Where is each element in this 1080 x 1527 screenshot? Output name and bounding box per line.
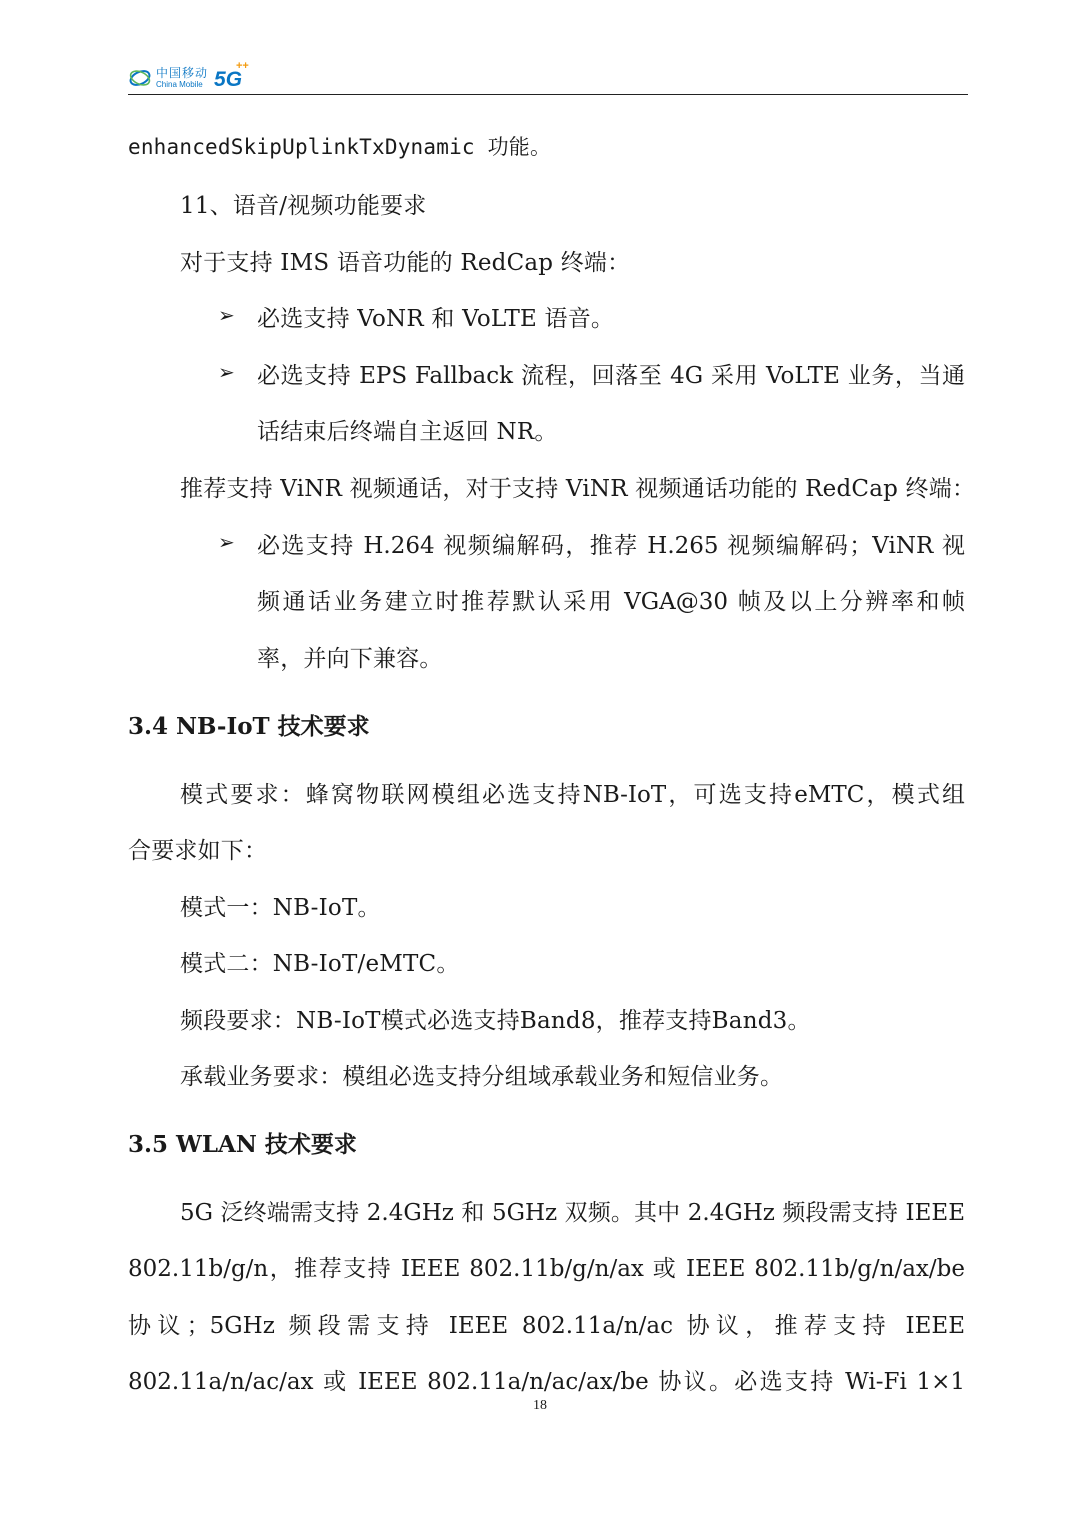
- page-header: [128, 58, 968, 98]
- paragraph-line: enhancedSkipUplinkTxDynamic 功能。: [128, 135, 552, 159]
- logo-english-text: China Mobile: [156, 80, 203, 89]
- logo-chinese-text: 中国移动: [156, 66, 209, 80]
- bullet-item-continuation: 率，并向下兼容。: [257, 646, 443, 672]
- section-heading: 3.5 WLAN 技术要求: [128, 1131, 357, 1158]
- paragraph-line: 协议；5GHz 频段需支持 IEEE 802.11a/n/ac 协议，推荐支持 IEEE: [128, 1313, 965, 1339]
- section-heading: 3.4 NB-IoT 技术要求: [128, 713, 370, 740]
- page-number: 18: [533, 1398, 547, 1413]
- subsection-title: 11、语音/视频功能要求: [180, 193, 427, 219]
- bullet-arrow-icon: ➢: [218, 303, 235, 327]
- bullet-item: 必选支持 EPS Fallback 流程，回落至 4G 采用 VoLTE 业务，当通: [257, 363, 965, 389]
- paragraph-line: 模式要求：蜂窝物联网模组必选支持NB-IoT，可选支持eMTC，模式组: [180, 782, 965, 808]
- paragraph-line: 模式二：NB-IoT/eMTC。: [180, 951, 460, 977]
- bullet-item-continuation: 频通话业务建立时推荐默认采用 VGA@30 帧及以上分辨率和帧: [257, 589, 965, 615]
- logo-5g-text: 5G: [214, 68, 243, 91]
- paragraph-line: 推荐支持 ViNR 视频通话，对于支持 ViNR 视频通话功能的 RedCap 终端：: [180, 476, 976, 502]
- bullet-arrow-icon: ➢: [218, 360, 235, 384]
- paragraph-line: 模式一：NB-IoT。: [180, 895, 381, 921]
- bullet-item: 必选支持 H.264 视频编解码，推荐 H.265 视频编解码；ViNR 视: [257, 533, 965, 559]
- bullet-item: 必选支持 VoNR 和 VoLTE 语音。: [257, 306, 615, 332]
- paragraph-line: 对于支持 IMS 语音功能的 RedCap 终端：: [180, 250, 631, 276]
- china-mobile-logo-icon: [128, 66, 152, 90]
- paragraph-line: 合要求如下：: [128, 838, 268, 864]
- paragraph-line: 频段要求：NB-IoT模式必选支持Band8，推荐支持Band3。: [180, 1008, 811, 1034]
- bullet-arrow-icon: ➢: [218, 530, 235, 554]
- china-mobile-logo: [128, 62, 242, 94]
- paragraph-line: 5G 泛终端需支持 2.4GHz 和 5GHz 双频。其中 2.4GHz 频段需支持 IEEE: [180, 1200, 965, 1226]
- logo-plus-mark: ++: [236, 60, 249, 72]
- paragraph-line: 802.11a/n/ac/ax 或 IEEE 802.11a/n/ac/ax/be 协议。必选支持 Wi-Fi 1×1: [128, 1369, 965, 1395]
- paragraph-line: 802.11b/g/n，推荐支持 IEEE 802.11b/g/n/ax 或 IEEE 802.11b/g/n/ax/be: [128, 1256, 965, 1282]
- paragraph-line: 承载业务要求：模组必选支持分组域承载业务和短信业务。: [180, 1064, 784, 1090]
- bullet-item-continuation: 话结束后终端自主返回 NR。: [257, 419, 558, 445]
- header-divider: [128, 94, 968, 95]
